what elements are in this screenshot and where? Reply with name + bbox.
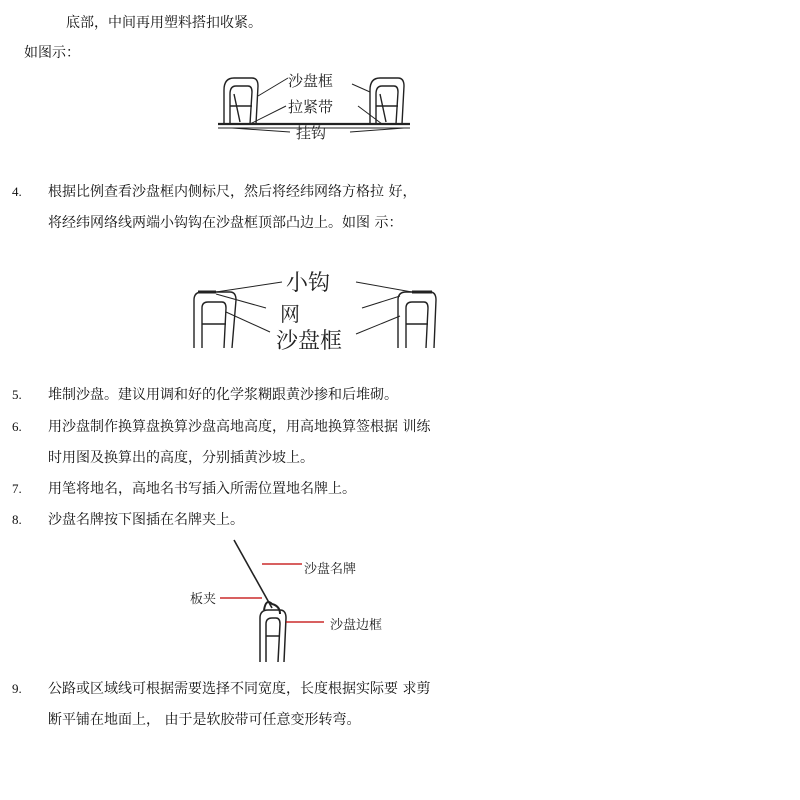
figure2-label-frame: 沙盘框 [276,329,343,354]
step-6-number: 6. [12,419,22,434]
step-9-line-2: 断平铺在地面上， 由于是软胶带可任意变形转弯。 [48,712,361,728]
figure2-label-net: 网 [280,302,300,326]
step-9-line-1: 公路或区域线可根据需要选择不同宽度，长度根据实际要 求剪 [48,681,431,697]
figure3-label-frame-edge: 沙盘边框 [330,618,383,633]
figure-name-plate-clip [220,536,340,668]
step-7-line-1: 用笔将地名，高地名书写插入所需位置地名牌上。 [48,481,356,497]
step-8-number: 8. [12,512,22,527]
step-7-number: 7. [12,481,22,496]
step-9-number: 9. [12,681,22,696]
step-4-line-1: 根据比例查看沙盘框内侧标尺，然后将经纬网络方格拉 好， [48,184,417,200]
step-8-line-1: 沙盘名牌按下图插在名牌夹上。 [48,512,244,528]
step-6-line-1: 用沙盘制作换算盘换算沙盘高地高度，用高地换算签根据 训练 [48,419,431,435]
figure1-label-frame: 沙盘框 [288,72,334,90]
figure2-label-hook: 小钩 [286,271,331,296]
intro-line-top: 底部，中间再用塑料搭扣收紧。 [66,15,262,31]
step-4-number: 4. [12,184,22,199]
figure1-label-hook: 挂钩 [296,124,327,142]
step-4-line-2: 将经纬网络线两端小钩钩在沙盘框顶部凸边上。如图 示： [48,215,403,231]
intro-line-figure: 如图示： [24,45,80,61]
step-5-line-1: 堆制沙盘。建议用调和好的化学浆糊跟黄沙掺和后堆砌。 [48,387,398,403]
figure3-label-name-plate: 沙盘名牌 [304,562,357,577]
step-5-number: 5. [12,387,22,402]
figure1-label-strap: 拉紧带 [288,98,334,116]
figure3-label-clip: 板夹 [190,592,217,607]
step-6-line-2: 时用图及换算出的高度，分别插黄沙坡上。 [48,450,314,466]
